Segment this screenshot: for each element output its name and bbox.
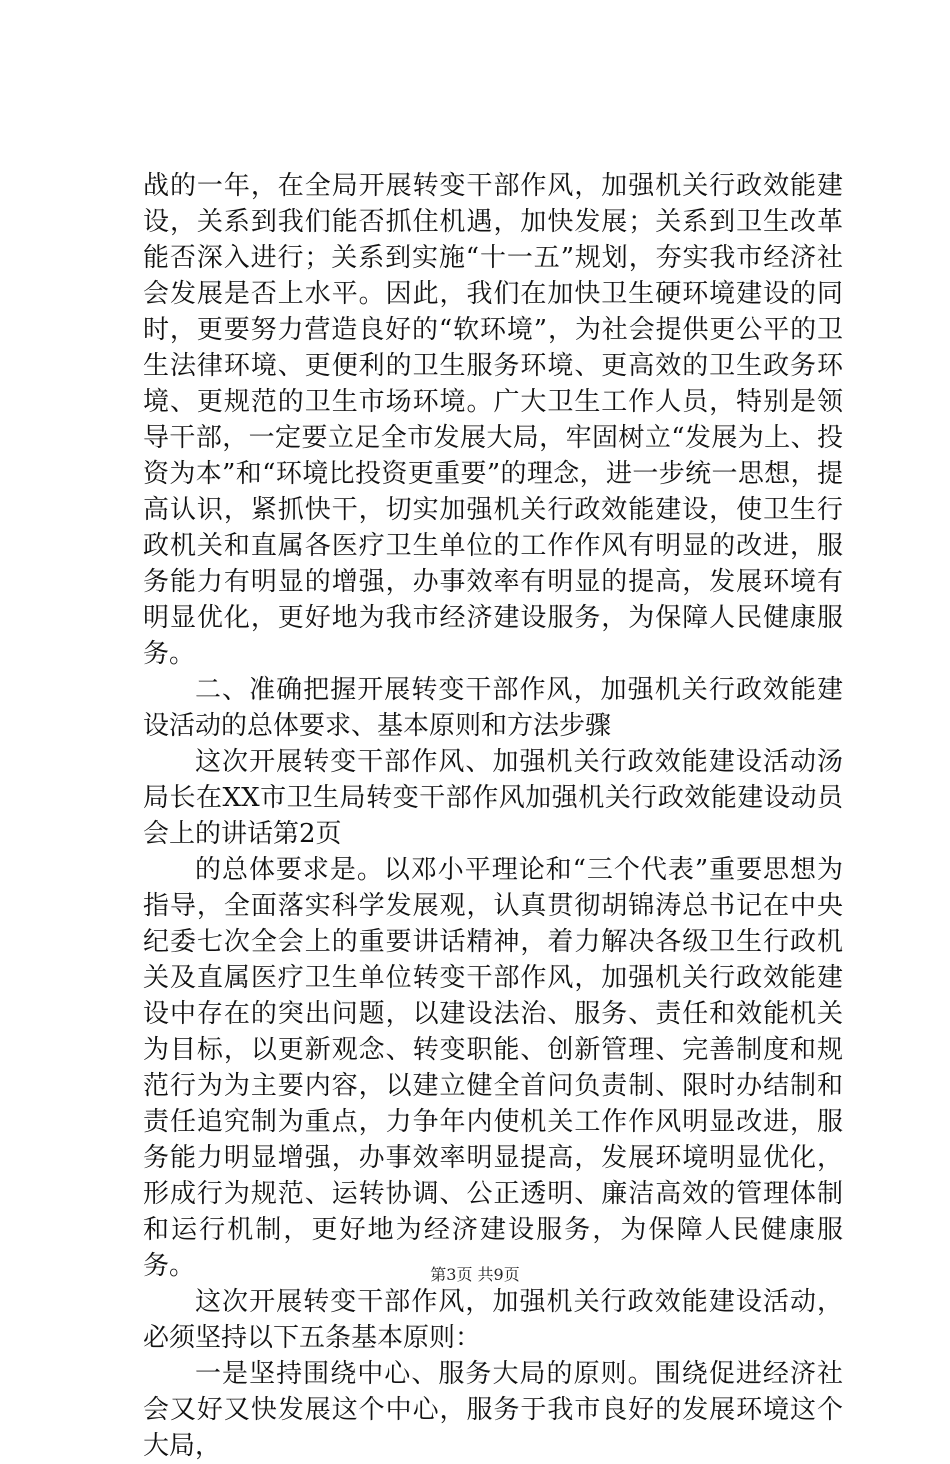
paragraph-6: 一是坚持围绕中心、服务大局的原则。围绕促进经济社会又好又快发展这个中心，服务于我市良好的发展环境这个大局， [143,1359,843,1461]
page-footer: 第3页 共9页 [430,1265,520,1284]
paragraph-4: 的总体要求是。以邓小平理论和“三个代表”重要思想为指导，全面落实科学发展观，认真贯彻胡锦涛总书记在中央纪委七次全会上的重要讲话精神，着力解决各级卫生行政机关及直属医疗卫生单位转变干部作风，加强机关行政效能建设中存在的突出问题，以建设法治、服务、责任和效能机关为目标，以更新观念、转变职能、创新管理、完善制度和规范行为为主要内容，以建立健全首问负责制、限时办结制和责任追究制为重点，力争年内使机关工作作风明显改进，服务能力明显增强，办事效率明显提高，发展环境明显优化，形成行为规范、运转协调、公正透明、廉洁高效的管理体制和运行机制，更好地为经济建设服务，为保障人民健康服务。 [143,855,843,1281]
paragraph-3: 这次开展转变干部作风、加强机关行政效能建设活动汤局长在XX市卫生局转变干部作风加强机关行政效能建设动员会上的讲话第2页 [143,747,843,849]
paragraph-2-section-heading: 二、准确把握开展转变干部作风，加强机关行政效能建设活动的总体要求、基本原则和方法步骤 [143,675,843,741]
paragraph-1: 战的一年，在全局开展转变干部作风，加强机关行政效能建设，关系到我们能否抓住机遇，加快发展；关系到卫生改革能否深入进行；关系到实施“十一五”规划，夯实我市经济社会发展是否上水平。因此，我们在加快卫生硬环境建设的同时，更要努力营造良好的“软环境”，为社会提供更公平的卫生法律环境、更便利的卫生服务环境、更高效的卫生政务环境、更规范的卫生市场环境。广大卫生工作人员，特别是领导干部，一定要立足全市发展大局，牢固树立“发展为上、投资为本”和“环境比投资更重要”的理念，进一步统一思想，提高认识，紧抓快干，切实加强机关行政效能建设，使卫生行政机关和直属各医疗卫生单位的工作作风有明显的改进，服务能力有明显的增强，办事效率有明显的提高，发展环境有明显优化，更好地为我市经济建设服务，为保障人民健康服务。 [143,171,843,669]
paragraph-5: 这次开展转变干部作风，加强机关行政效能建设活动，必须坚持以下五条基本原则： [143,1287,843,1353]
